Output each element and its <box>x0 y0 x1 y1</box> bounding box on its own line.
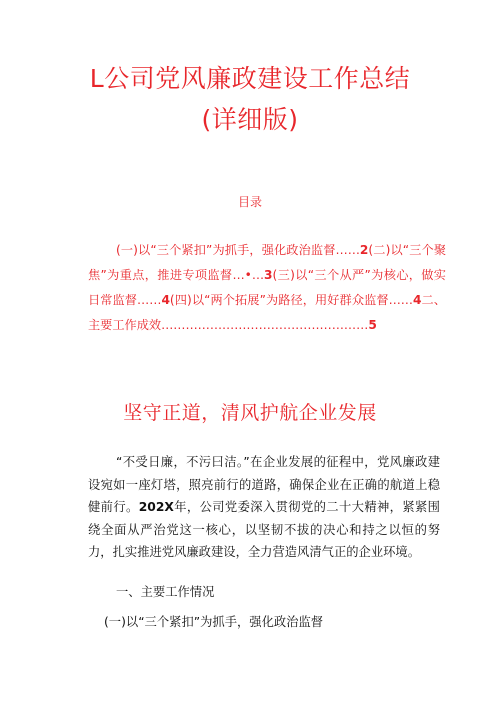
toc-entry-page[interactable]: 3 <box>264 268 273 282</box>
toc-entry-page[interactable]: 2 <box>359 243 369 257</box>
intro-year: 202X <box>138 500 174 514</box>
toc-entry-page[interactable]: 4 <box>161 293 170 307</box>
intro-text: 年，公司党委深入贯彻党的二十大精神，紧紧围绕全面从严治党这一核心，以坚韧不拔的决心和持之以恒的努力，扎实推进党风廉政建设，全力营造风清气正的企业环境。 <box>88 500 440 559</box>
document-title: L公司党风廉政建设工作总结 <box>89 64 411 93</box>
table-of-contents <box>88 238 446 338</box>
section-title: 坚守正道，清风护航企业发展 <box>123 402 377 424</box>
heading-level1: 一、主要工作情况 <box>116 585 215 599</box>
toc-entry-text[interactable]: (一)以“三个紧扣”为抓手，强化政治监督…… <box>116 243 360 257</box>
intro-paragraph <box>88 451 440 564</box>
intro-text: “不受日廉，不污曰洁。”在企业发展的征程中，党风廉政建设宛如一座灯塔，照亮前行的道路，确保企业在正确的航道上稳健前行。 <box>88 455 440 514</box>
document-subtitle: (详细版) <box>201 105 299 134</box>
toc-entry-text[interactable]: 二、主要工作成效…………………………………………… <box>88 293 446 332</box>
heading-level2: (一)以“三个紧扣”为抓手，强化政治监督 <box>104 615 324 629</box>
toc-entry-text[interactable]: (二)以“三个聚焦”为重点，推进专项监督…•… <box>88 243 447 282</box>
toc-entry-page[interactable]: 5 <box>368 318 377 332</box>
toc-label: 目录 <box>237 195 262 209</box>
toc-entry-page[interactable]: 4 <box>412 293 422 307</box>
toc-entry-text[interactable]: (三)以“三个从严”为核心，做实日常监督…… <box>88 268 446 307</box>
toc-entry-text[interactable]: (四)以“两个拓展”为路径，用好群众监督…… <box>169 293 413 307</box>
